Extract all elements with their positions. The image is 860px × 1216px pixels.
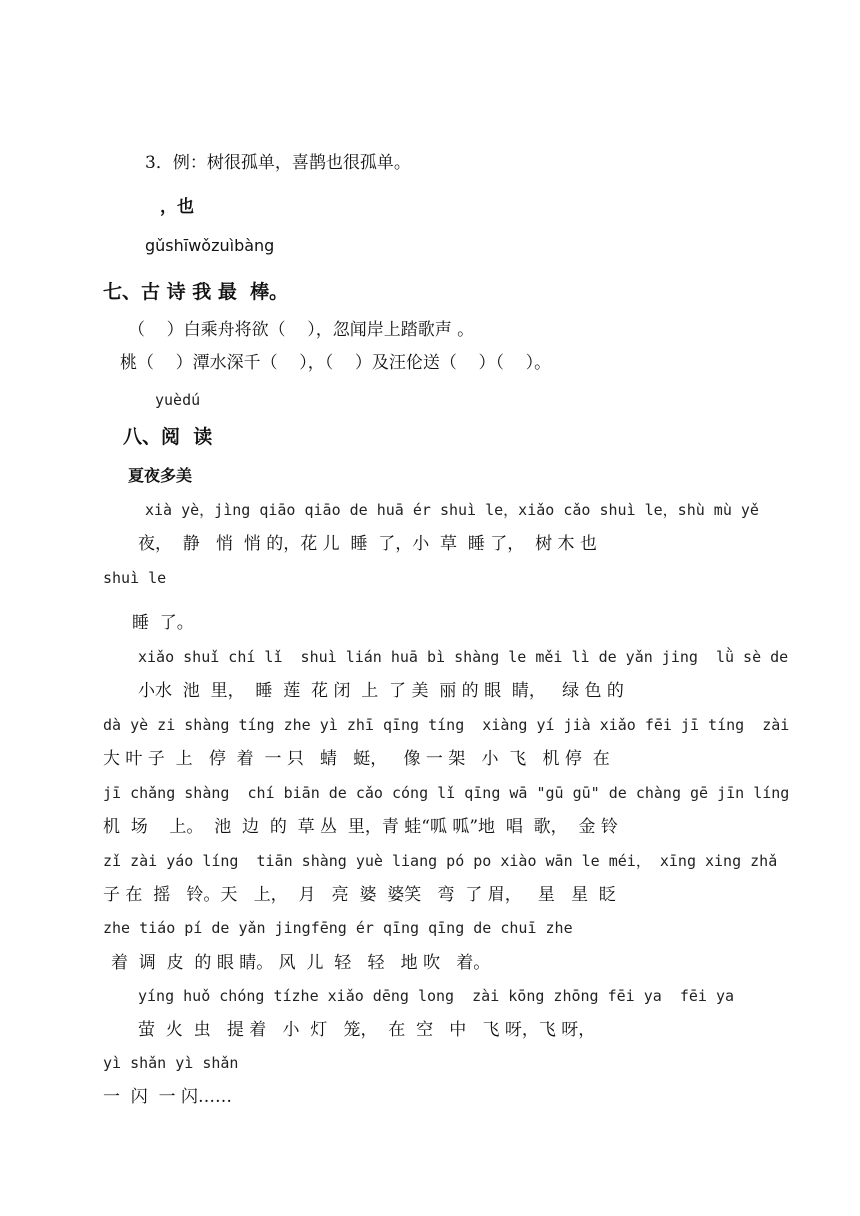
passage-pinyin-line: yì shǎn yì shǎn bbox=[103, 1054, 239, 1072]
passage-pinyin-line: zǐ zài yáo líng tiān shàng yuè liang pó po xiào wān le méi， xīng xing zhǎ bbox=[103, 852, 778, 870]
passage-text-line: 夜， 静 悄 悄 的，花 儿 睡 了，小 草 睡 了， 树 木 也 bbox=[138, 534, 597, 554]
passage-text-line: 小水 池 里， 睡 莲 花 闭 上 了 美 丽 的 眼 睛， 绿 色 的 bbox=[138, 681, 624, 701]
passage-pinyin-line: xiǎo shuǐ chí lǐ shuì lián huā bì shàng le měi lì de yǎn jing lǜ sè de bbox=[138, 648, 789, 666]
exercise-3-example: 3．例：树很孤单，喜鹊也很孤单。 bbox=[145, 153, 411, 173]
passage-text-line: 子 在 摇 铃。天 上， 月 亮 婆 婆笑 弯 了 眉， 星 星 眨 bbox=[103, 885, 616, 905]
section-8-heading: 八、阅 读 bbox=[123, 426, 213, 448]
passage-pinyin-line: yíng huǒ chóng tízhe xiǎo dēng long zài kōng zhōng fēi ya fēi ya bbox=[138, 987, 735, 1005]
exercise-3-answer-blank: ，也 bbox=[160, 197, 194, 217]
passage-pinyin-line: dà yè zi shàng tíng zhe yì zhī qīng tíng xiàng yí jià xiǎo fēi jī tíng zài bbox=[103, 716, 790, 734]
passage-text-line: 一 闪 一 闪…… bbox=[103, 1087, 233, 1107]
passage-text-line: 大 叶 子 上 停 着 一 只 蜻 蜓， 像 一 架 小 飞 机 停 在 bbox=[103, 749, 610, 769]
section-7-pinyin: gǔshīwǒzuìbàng bbox=[145, 236, 275, 255]
passage-pinyin-line: zhe tiáo pí de yǎn jingfēng ér qīng qīng de chuī zhe bbox=[103, 919, 573, 937]
passage-text-line: 着 调 皮 的 眼 睛。 风 儿 轻 轻 地 吹 着。 bbox=[111, 953, 491, 973]
passage-text-line: 萤 火 虫 提 着 小 灯 笼， 在 空 中 飞 呀，飞 呀， bbox=[138, 1020, 596, 1040]
passage-pinyin-line: jī chǎng shàng chí biān de cǎo cóng lǐ qīng wā "gū gū" de chàng gē jīn líng bbox=[103, 784, 790, 802]
poem-line-2: 桃（ ）潭水深千（ ），（ ）及汪伦送（ ）（ ）。 bbox=[120, 353, 552, 373]
passage-pinyin-line: shuì le bbox=[103, 569, 167, 587]
poem-line-1: （ ）白乘舟将欲（ ），忽闻岸上踏歌声 。 bbox=[128, 320, 475, 340]
section-8-pinyin: yuèdú bbox=[155, 391, 201, 409]
section-7-heading: 七、古 诗 我 最 棒。 bbox=[103, 281, 289, 303]
passage-text-line: 机 场 上。 池 边 的 草 丛 里，青 蛙“呱 呱”地 唱 歌， 金 铃 bbox=[103, 817, 618, 837]
passage-pinyin-line: xià yè，jìng qiāo qiāo de huā ér shuì le，xiǎo cǎo shuì le，shù mù yě bbox=[145, 501, 759, 519]
passage-text-line: 睡 了。 bbox=[132, 613, 194, 633]
passage-title: 夏夜多美 bbox=[128, 466, 193, 485]
